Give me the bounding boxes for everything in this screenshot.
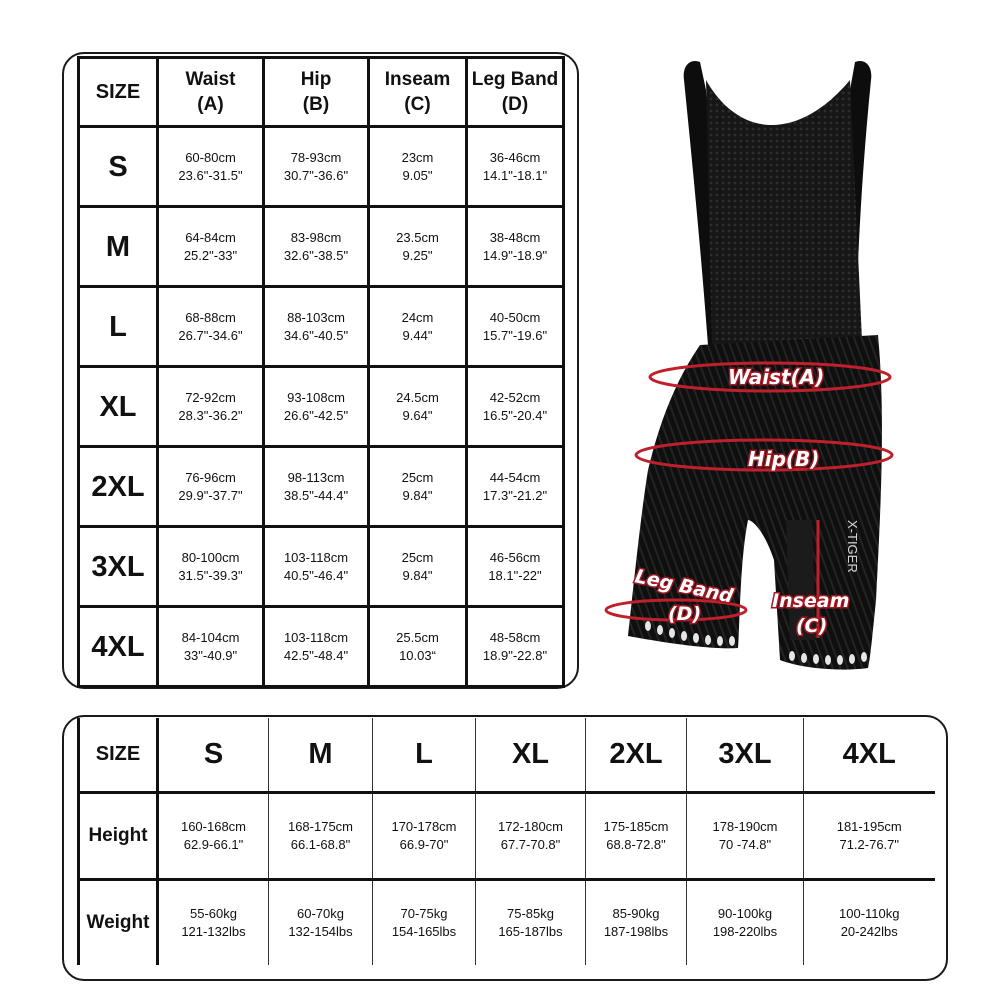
brand-logo: X-TIGER	[845, 520, 860, 573]
waist-cell: 68-88cm 26.7"-34.6"	[158, 287, 264, 367]
hip-header-label: Hip	[300, 69, 332, 90]
hip-label: Hip(B)	[748, 447, 820, 471]
waist-cell: 80-100cm 31.5"-39.3"	[158, 527, 264, 607]
waist-column-header	[158, 58, 264, 127]
weight-cell: 70-75kg 154-165lbs	[373, 880, 476, 966]
weight-row-label: Weight	[79, 880, 158, 966]
size-cell: 3XL	[79, 527, 158, 607]
inseam-code-label: (C)	[796, 615, 828, 637]
size-cell: 4XL	[79, 607, 158, 687]
size-cell: L	[79, 287, 158, 367]
hip-cell: 98-113cm 38.5"-44.4"	[264, 447, 369, 527]
hip-cell: 103-118cm 40.5"-46.4"	[264, 527, 369, 607]
weight-cell: 75-85kg 165-187lbs	[476, 880, 586, 966]
leg-band-cell: 48-58cm 18.9"-22.8"	[467, 607, 564, 687]
table-row	[79, 447, 564, 527]
leg-band-cell: 42-52cm 16.5"-20.4"	[467, 367, 564, 447]
hip-cell: 103-118cm 42.5"-48.4"	[264, 607, 369, 687]
height-row	[79, 793, 935, 880]
hip-cell: 83-98cm 32.6"-38.5"	[264, 207, 369, 287]
size-chart-header-row	[79, 58, 564, 127]
fit-size-2xl: 2XL	[586, 718, 687, 793]
fit-size-xl: XL	[476, 718, 586, 793]
hip-column-header	[264, 58, 369, 127]
waist-cell: 64-84cm 25.2"-33"	[158, 207, 264, 287]
weight-cell: 60-70kg 132-154lbs	[269, 880, 373, 966]
height-cell: 178-190cm 70 -74.8"	[687, 793, 804, 880]
weight-cell: 55-60kg 121-132lbs	[158, 880, 269, 966]
leg-band-header-code: (D)	[501, 94, 529, 115]
inseam-cell: 23.5cm 9.25"	[369, 207, 467, 287]
weight-cell: 90-100kg 198-220lbs	[687, 880, 804, 966]
leg-band-label: Leg Band	[632, 565, 735, 608]
size-chart-table	[77, 56, 565, 688]
inseam-cell: 25cm 9.84"	[369, 527, 467, 607]
waist-header-label: Waist	[185, 69, 236, 90]
size-cell: XL	[79, 367, 158, 447]
fit-size-l: L	[373, 718, 476, 793]
fit-size-header: SIZE	[79, 718, 158, 793]
height-cell: 172-180cm 67.7-70.8"	[476, 793, 586, 880]
bib-shorts-illustration	[592, 32, 994, 692]
fit-size-m: M	[269, 718, 373, 793]
leg-band-cell: 36-46cm 14.1"-18.1"	[467, 127, 564, 207]
leg-band-cell: 46-56cm 18.1"-22"	[467, 527, 564, 607]
inseam-cell: 24cm 9.44"	[369, 287, 467, 367]
leg-band-code-label: (D)	[668, 603, 702, 625]
weight-cell: 100-110kg 20-242lbs	[839, 906, 900, 939]
leg-band-cell: 40-50cm 15.7"-19.6"	[467, 287, 564, 367]
inseam-header-code: (C)	[404, 94, 431, 115]
size-column-header	[79, 58, 158, 127]
table-row	[79, 527, 564, 607]
waist-cell: 60-80cm 23.6"-31.5"	[158, 127, 264, 207]
size-cell: 2XL	[79, 447, 158, 527]
inseam-cell: 25.5cm 10.03“	[369, 607, 467, 687]
leg-band-column-header	[467, 58, 564, 127]
height-cell: 175-185cm 68.8-72.8"	[586, 793, 687, 880]
inseam-label: Inseam	[772, 590, 850, 612]
hip-cell: 78-93cm 30.7"-36.6"	[264, 127, 369, 207]
table-row	[79, 207, 564, 287]
leg-band-cell: 38-48cm 14.9"-18.9"	[467, 207, 564, 287]
hip-cell: 88-103cm 34.6"-40.5"	[264, 287, 369, 367]
fit-size-3xl: 3XL	[687, 718, 804, 793]
table-row	[79, 287, 564, 367]
hip-cell: 93-108cm 26.6"-42.5"	[264, 367, 369, 447]
weight-row	[79, 880, 935, 966]
height-cell: 160-168cm 62.9-66.1"	[158, 793, 269, 880]
inseam-cell: 25cm 9.84"	[369, 447, 467, 527]
fit-chart-size-row	[79, 718, 935, 793]
inseam-cell: 23cm 9.05"	[369, 127, 467, 207]
fit-chart-table	[77, 718, 935, 965]
table-row	[79, 127, 564, 207]
fit-size-s: S	[158, 718, 269, 793]
inseam-column-header	[369, 58, 467, 127]
waist-cell: 76-96cm 29.9"-37.7"	[158, 447, 264, 527]
inseam-cell: 24.5cm 9.64"	[369, 367, 467, 447]
bib-straps	[684, 61, 872, 345]
weight-cell: 85-90kg 187-198lbs	[586, 880, 687, 966]
table-row	[79, 367, 564, 447]
height-row-label: Height	[79, 793, 158, 880]
fit-size-4xl: 4XL	[804, 718, 935, 793]
waist-header-code: (A)	[197, 94, 224, 115]
waist-label: Waist(A)	[728, 365, 825, 389]
size-cell: M	[79, 207, 158, 287]
height-cell: 181-195cm 71.2-76.7"	[804, 793, 935, 880]
hip-header-code: (B)	[302, 94, 330, 115]
waist-cell: 72-92cm 28.3"-36.2"	[158, 367, 264, 447]
leg-band-cell: 44-54cm 17.3"-21.2"	[467, 447, 564, 527]
size-cell: S	[79, 127, 158, 207]
inseam-header-label: Inseam	[384, 69, 451, 90]
table-row	[79, 607, 564, 687]
height-cell: 170-178cm 66.9-70"	[373, 793, 476, 880]
waist-cell: 84-104cm 33"-40.9"	[158, 607, 264, 687]
leg-band-header-label: Leg Band	[471, 69, 559, 90]
size-header-label: SIZE	[95, 80, 141, 103]
height-cell: 168-175cm 66.1-68.8"	[269, 793, 373, 880]
